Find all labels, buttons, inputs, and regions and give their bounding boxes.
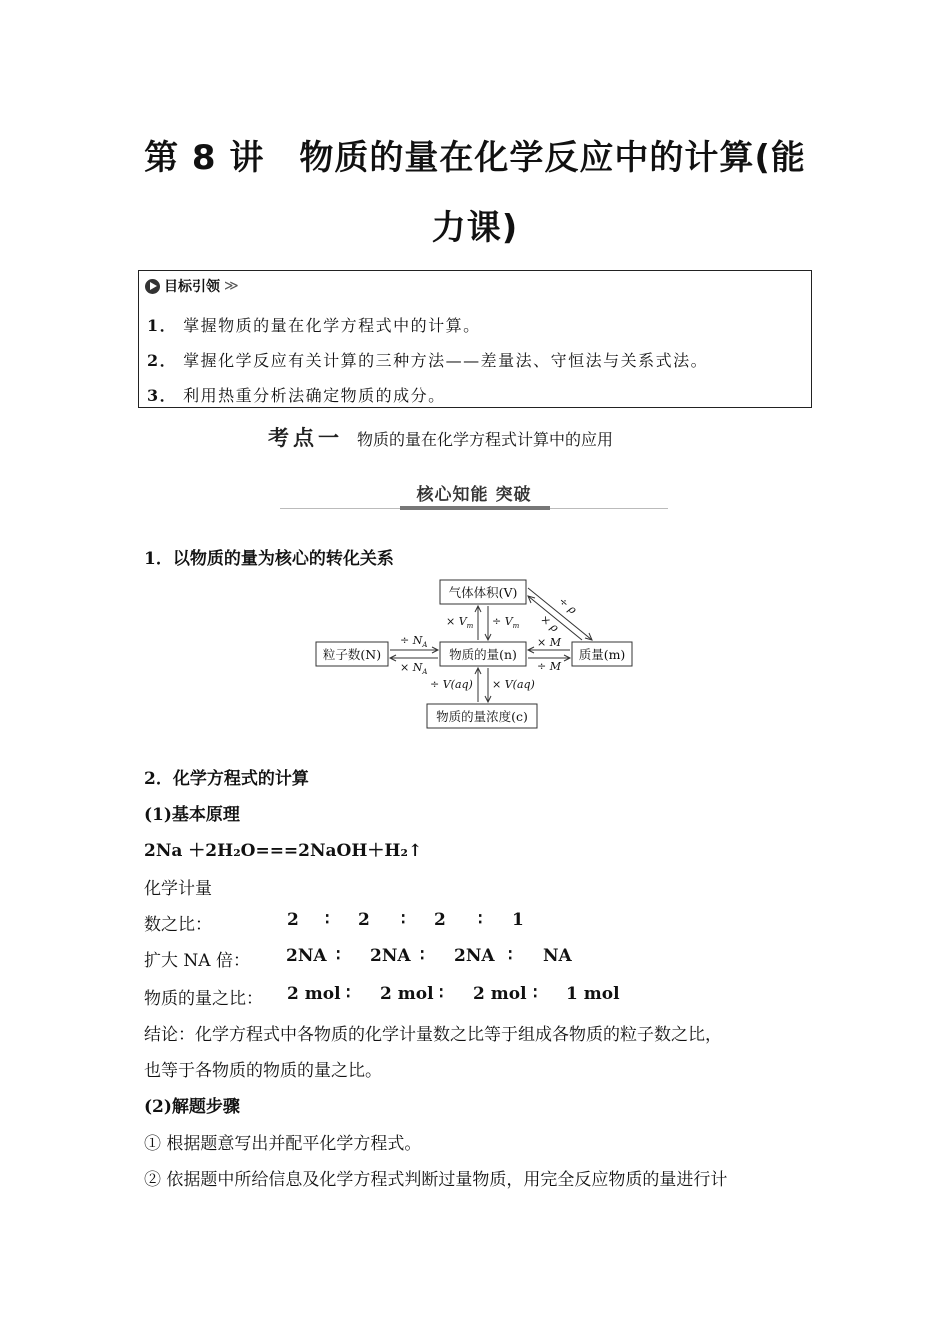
point-1-heading: 1．以物质的量为核心的转化关系 xyxy=(144,549,394,569)
point-2-heading: 2．化学方程式的计算 xyxy=(144,769,309,789)
times-vaq-label: × V(aq) xyxy=(492,678,535,691)
step-2: ② 依据题中所给信息及化学方程式判断过量物质，用完全反应物质的量进行计 xyxy=(144,1170,728,1190)
goals-box xyxy=(138,270,812,408)
ratio-value: 2NA xyxy=(370,946,411,966)
ratio-colon: ∶ xyxy=(420,946,425,966)
mass-label: 质量(m) xyxy=(578,647,626,662)
div-na-label: ÷ $N_A$ xyxy=(400,634,428,649)
ratio-value: 2 mol xyxy=(473,984,527,1004)
ratio-colon: ∶ xyxy=(346,984,351,1004)
goal-text: 掌握物质的量在化学方程式中的计算。 xyxy=(183,316,481,335)
double-chevron-right-icon: ≫ xyxy=(224,278,239,294)
goals-heading-label: 目标引领 xyxy=(164,279,220,295)
ratio-value: 2 xyxy=(434,910,446,930)
ratio-colon: ∶ xyxy=(508,946,513,966)
coefficient-label: 化学计量 xyxy=(144,879,212,899)
ratio-colon: ∶ xyxy=(478,910,483,930)
concentration-label: 物质的量浓度(c) xyxy=(436,709,528,724)
ratio-colon: ∶ xyxy=(401,910,406,930)
conclusion-line-1: 结论：化学方程式中各物质的化学计量数之比等于组成各物质的粒子数之比， xyxy=(144,1025,722,1045)
ratio-colon: ∶ xyxy=(336,946,341,966)
reaction-equation: 2Na ＋2H₂O===2NaOH＋H₂↑ xyxy=(144,841,423,861)
section-heading xyxy=(268,422,613,452)
div-vm-label: ÷ $V_m$ xyxy=(492,615,520,630)
goal-number: 3． xyxy=(147,386,178,405)
goal-item xyxy=(147,313,481,336)
gas-volume-label: 气体体积(V) xyxy=(448,585,518,600)
section-tag: 考点一 xyxy=(268,426,343,450)
ratio-value: 1 mol xyxy=(566,984,620,1004)
banner-underline xyxy=(400,506,550,510)
particles-label: 粒子数(N) xyxy=(322,647,382,662)
section-title: 物质的量在化学方程式计算中的应用 xyxy=(357,430,614,449)
goals-heading xyxy=(145,276,239,296)
play-circle-icon xyxy=(145,279,160,294)
ratio-value: NA xyxy=(543,946,572,966)
basic-principle-heading: (1)基本原理 xyxy=(144,805,240,825)
ratio-colon: ∶ xyxy=(533,984,538,1004)
ratio-value: 2 mol xyxy=(380,984,434,1004)
div-vaq-label: ÷ V(aq) xyxy=(430,678,473,691)
page-title-line-2: 力课) xyxy=(431,208,519,248)
page-title-line-1: 第 8 讲 物质的量在化学反应中的计算(能 xyxy=(144,138,806,178)
conversion-diagram xyxy=(312,576,642,732)
goal-item xyxy=(147,383,446,406)
ratio-value: 2 xyxy=(358,910,370,930)
ratio-value: 1 xyxy=(512,910,524,930)
ratio-row-label: 扩大 NA 倍： xyxy=(144,951,250,971)
div-rho-label: ÷ ρ xyxy=(556,594,580,617)
arrow-gas-to-mass xyxy=(528,588,592,640)
ratio-row-label: 物质的量之比： xyxy=(144,989,263,1009)
goal-text: 利用热重分析法确定物质的成分。 xyxy=(183,386,446,405)
times-rho-label: × ρ xyxy=(538,612,562,635)
ratio-row-label: 数之比： xyxy=(144,915,212,935)
goal-number: 2． xyxy=(147,351,178,370)
ratio-value: 2 mol xyxy=(287,984,341,1004)
core-knowledge-banner xyxy=(280,478,668,512)
ratio-value: 2NA xyxy=(454,946,495,966)
goal-item xyxy=(147,348,708,371)
times-na-label: × $N_A$ xyxy=(400,661,428,676)
step-1: ① 根据题意写出并配平化学方程式。 xyxy=(144,1134,422,1154)
steps-heading: (2)解题步骤 xyxy=(144,1097,240,1117)
goal-text: 掌握化学反应有关计算的三种方法——差量法、守恒法与关系式法。 xyxy=(183,351,709,370)
ratio-colon: ∶ xyxy=(325,910,330,930)
ratio-colon: ∶ xyxy=(439,984,444,1004)
amount-label: 物质的量(n) xyxy=(449,647,517,662)
ratio-value: 2 xyxy=(287,910,299,930)
banner-label: 核心知能 突破 xyxy=(416,485,532,505)
times-m-label: × M xyxy=(537,636,561,649)
ratio-value: 2NA xyxy=(286,946,327,966)
conclusion-line-2: 也等于各物质的物质的量之比。 xyxy=(144,1061,382,1081)
times-vm-label: × $V_m$ xyxy=(446,615,474,630)
goal-number: 1． xyxy=(147,316,178,335)
div-m-label: ÷ M xyxy=(537,660,561,673)
